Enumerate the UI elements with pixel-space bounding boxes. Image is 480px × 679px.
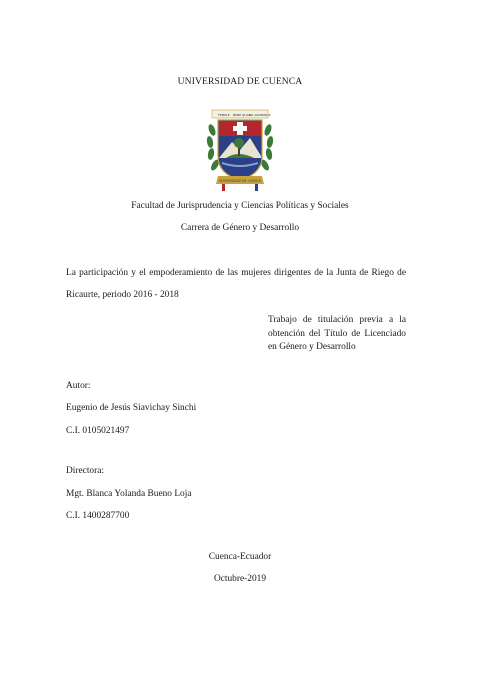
director-id-number: C.I. 1400287700 (66, 511, 130, 521)
faculty-name: Facultad de Jurisprudencia y Ciencias Políticas y Sociales (131, 201, 349, 211)
director-label: Directora: (66, 466, 104, 476)
document-date: Octubre-2019 (213, 574, 267, 584)
thesis-degree-note: Trabajo de titulación previa a la obtención del Título de Licenciado en Género y Desarrollo (268, 315, 406, 352)
author-id-number: C.I. 0105021497 (66, 426, 130, 436)
career-name: Carrera de Género y Desarrollo (180, 223, 300, 233)
director-name: Mgt. Blanca Yolanda Bueno Loja (66, 489, 192, 499)
crest-banner-left: TEMPLE (218, 113, 230, 117)
author-label: Autor: (66, 381, 91, 391)
crest-ribbon-text: UNIVERSIDAD DE CUENCA (219, 179, 261, 183)
thesis-title: La participación y el empoderamiento de las mujeres dirigentes de la Junta de Riego de Ricaurte, periodo 2016 - 2018 (66, 268, 406, 300)
university-name: UNIVERSIDAD DE CUENCA (177, 76, 303, 87)
crest-banner-right: AD ASCENSUS (249, 113, 271, 117)
city-country: Cuenca-Ecuador (208, 552, 272, 562)
author-name: Eugenio de Jesús Siavichay Sinchi (66, 403, 197, 413)
university-crest-logo (204, 100, 276, 192)
crest-banner-center: BENE QUAE (233, 113, 251, 117)
